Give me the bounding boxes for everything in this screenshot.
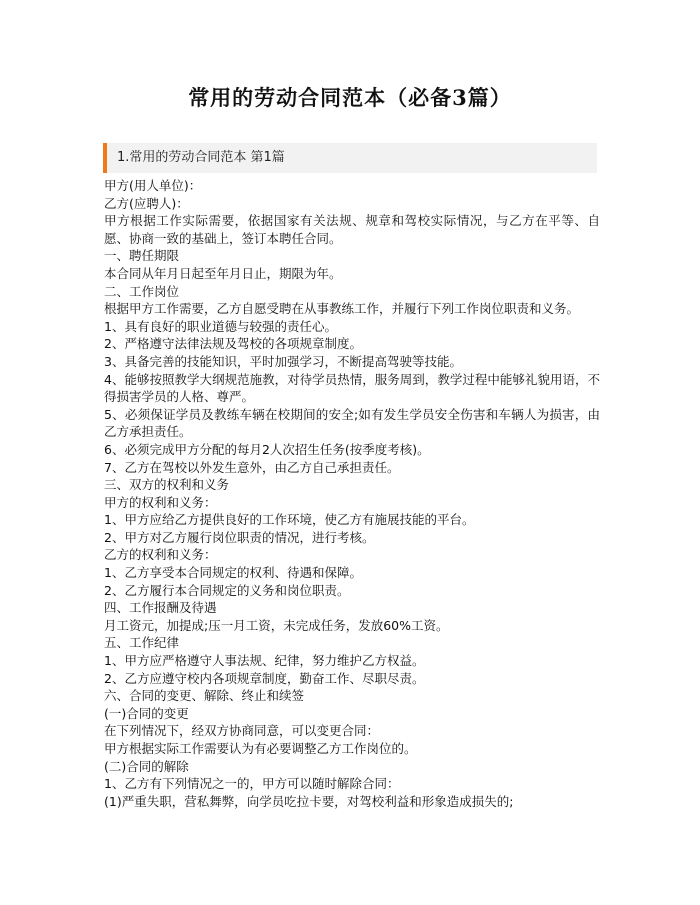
- paragraph: 甲方根据工作实际需要，依据国家有关法规、规章和驾校实际情况，与乙方在平等、自愿、协商一致的基础上，签订本聘任合同。: [104, 213, 600, 246]
- paragraph: 6、必须完成甲方分配的每月2人次招生任务(按季度考核)。: [104, 441, 430, 457]
- paragraph: 五、工作纪律: [104, 635, 180, 651]
- paragraph: 甲方的权利和义务：: [104, 494, 217, 510]
- paragraph: 三、双方的权利和义务: [104, 477, 230, 493]
- paragraph: 一、聘任期限: [104, 248, 180, 264]
- paragraph: 2、严格遵守法律法规及驾校的各项规章制度。: [104, 336, 362, 352]
- paragraph: 7、乙方在驾校以外发生意外，由乙方自己承担责任。: [104, 459, 400, 475]
- paragraph: 在下列情况下，经双方协商同意，可以变更合同：: [104, 723, 380, 739]
- paragraph: 5、必须保证学员及教练车辆在校期间的安全;如有发生学员安全伤害和车辆人为损害，由乙方承担责任。: [104, 406, 600, 440]
- paragraph: 3、具备完善的技能知识，平时加强学习，不断提高驾驶等技能。: [104, 353, 462, 369]
- document-title: 常用的劳动合同范本（必备3篇）: [188, 85, 512, 110]
- paragraph: 根据甲方工作需要，乙方自愿受聘在从事教练工作，并履行下列工作岗位职责和义务。: [104, 301, 580, 317]
- paragraph: 1、乙方有下列情况之一的，甲方可以随时解除合同：: [104, 776, 400, 792]
- section-accent-bar: [103, 143, 107, 173]
- paragraph: 2、乙方履行本合同规定的义务和岗位职责。: [104, 582, 350, 598]
- paragraph: 1、乙方享受本合同规定的权利、待遇和保障。: [104, 565, 362, 581]
- paragraph: 1、甲方应严格遵守人事法规、纪律，努力维护乙方权益。: [104, 653, 425, 669]
- paragraph: 2、甲方对乙方履行岗位职责的情况，进行考核。: [104, 529, 375, 545]
- paragraph: 甲方(用人单位)：: [104, 178, 202, 193]
- paragraph: 六、合同的变更、解除、终止和续签: [104, 688, 305, 704]
- paragraph: 二、工作岗位: [104, 283, 180, 299]
- paragraph: 4、能够按照教学大纲规范施教，对待学员热情，服务周到，教学过程中能够礼貌用语，不得损害学员的人格、尊严。: [104, 371, 600, 405]
- paragraph: 1、具有良好的职业道德与较强的责任心。: [104, 318, 337, 334]
- paragraph: (一)合同的变更: [104, 705, 189, 721]
- paragraph: (二)合同的解除: [104, 758, 189, 774]
- paragraph: 乙方(应聘人)：: [104, 195, 189, 211]
- paragraph: 2、乙方应遵守校内各项规章制度，勤奋工作、尽职尽责。: [104, 670, 425, 686]
- paragraph: 本合同从年月日起至年月日止，期限为年。: [104, 265, 342, 281]
- paragraph: 月工资元，加提成;压一月工资，未完成任务，发放60%工资。: [104, 617, 449, 633]
- section-heading: 1.常用的劳动合同范本 第1篇: [117, 150, 285, 165]
- paragraph: 四、工作报酬及待遇: [104, 600, 217, 616]
- paragraph: 1、甲方应给乙方提供良好的工作环境，使乙方有施展技能的平台。: [104, 512, 475, 528]
- document-body: [104, 177, 600, 810]
- paragraph: (1)严重失职，营私舞弊，向学员吃拉卡要，对驾校利益和形象造成损失的;: [104, 793, 514, 809]
- paragraph: 乙方的权利和义务：: [104, 547, 217, 563]
- paragraph: 甲方根据实际工作需要认为有必要调整乙方工作岗位的。: [104, 741, 417, 756]
